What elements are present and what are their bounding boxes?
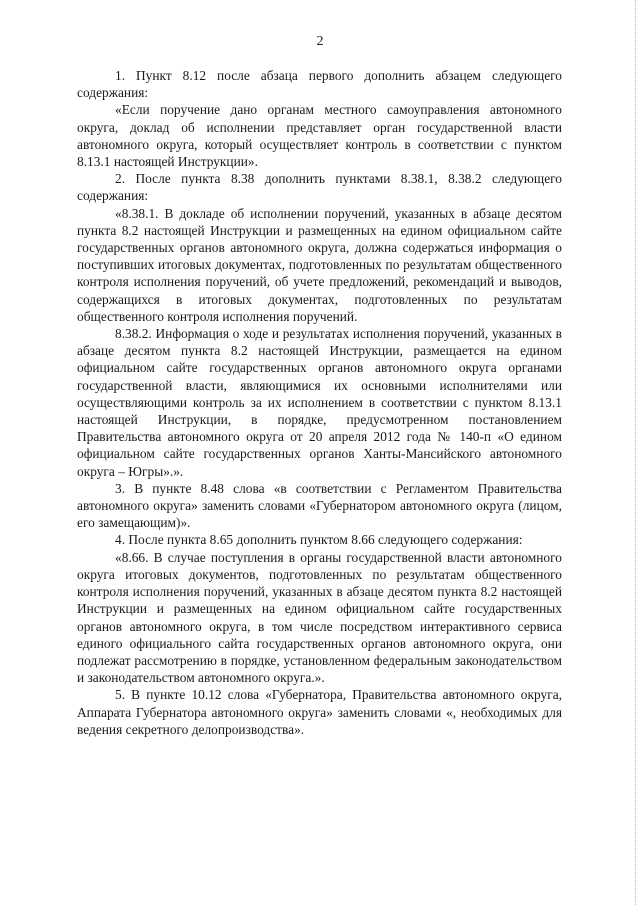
paragraph-item-2: 2. После пункта 8.38 дополнить пунктами 8.38.1, 8.38.2 следующего содержания: [77, 171, 562, 204]
document-body [77, 67, 562, 738]
page-number: 2 [316, 34, 324, 49]
paragraph-item-5: 5. В пункте 10.12 слова «Губернатора, Правительства автономного округа, Аппарата Губернатора автономного округа» заменить словами «, необходимых для ведения секретного делопроизводства». [77, 687, 562, 737]
scan-edge-line [634, 0, 636, 905]
paragraph-quote-8-38-2: 8.38.2. Информация о ходе и результатах исполнения поручений, указанных в абзаце десятом пункта 8.2 настоящей Инструкции, размещается на едином официальном сайте государственных органов автономного округа органами государственной власти, являющимися их основными исполнителями или осуществляющими контроль за их исполнением в соответствии с пунктом 8.13.1 настоящей Инструкции, в порядке, предусмотренном постановлением Правительства автономного округа от 20 апреля 2012 года № 140-п «О едином официальном сайте государственных органов Ханты-Мансийского автономного округа – Югры».». [77, 326, 562, 479]
paragraph-quote-8-12: «Если поручение дано органам местного самоуправления автономного округа, доклад об исполнении представляет орган государственной власти автономного округа, который осуществляет контроль в соответствии с пунктом 8.13.1 настоящей Инструкции». [77, 102, 562, 170]
paragraph-item-3: 3. В пункте 8.48 слова «в соответствии с Регламентом Правительства автономного округа» заменить словами «Губернатором автономного округа (лицом, его замещающим)». [77, 480, 562, 531]
paragraph-item-4: 4. После пункта 8.65 дополнить пунктом 8.66 следующего содержания: [115, 532, 523, 548]
paragraph-quote-8-38-1: «8.38.1. В докладе об исполнении поручений, указанных в абзаце десятом пункта 8.2 настоящей Инструкции и размещенных на едином официальном сайте государственных органов автономного округа, должна содержаться информация о поступивших итоговых документах, подготовленных по результатам общественного контроля исполнения поручений, об учете предложений, рекомендаций и выводов, содержащихся в итоговых документах, подготовленных по результатам общественного контроля исполнения поручений. [77, 205, 562, 324]
paragraph-quote-8-66: «8.66. В случае поступления в органы государственной власти автономного округа итоговых документов, подготовленных по результатам общественного контроля исполнения поручений, указанных в абзаце десятом пункта 8.2 настоящей Инструкции и размещенных на едином официальном сайте государственных органов автономного округа, в том числе посредством интерактивного сервиса единого официального сайта государственных органов автономного округа, они подлежат рассмотрению в порядке, установленном федеральным законодательством и законодательством автономного округа.». [77, 549, 562, 686]
paragraph-item-1: 1. Пункт 8.12 после абзаца первого дополнить абзацем следующего содержания: [77, 68, 562, 101]
